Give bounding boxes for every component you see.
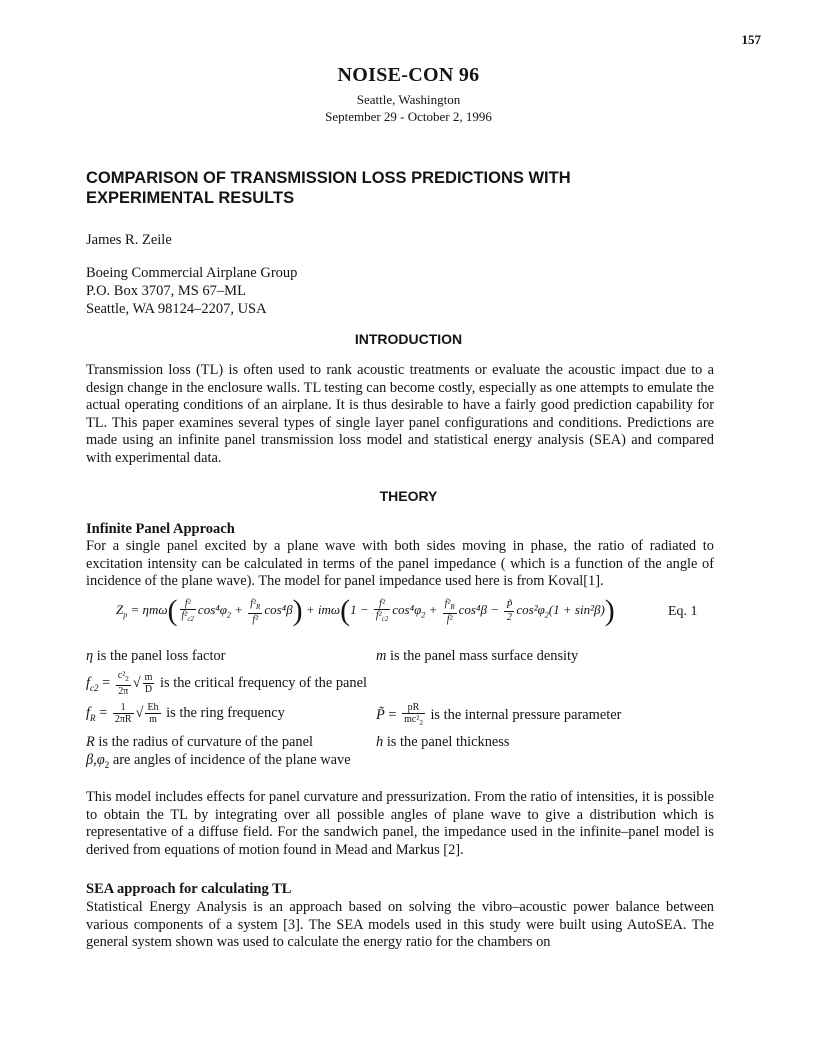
- definition-h: h is the panel thickness: [376, 734, 510, 750]
- title-line-1: COMPARISON OF TRANSMISSION LOSS PREDICTIONS WITH: [86, 169, 571, 187]
- conference-dates: September 29 - October 2, 1996: [325, 109, 492, 124]
- definition-R: R is the radius of curvature of the panel: [86, 734, 313, 750]
- affiliation: [86, 264, 297, 318]
- definition-m: m is the panel mass surface density: [376, 648, 579, 664]
- definition-eta: η is the panel loss factor: [86, 648, 226, 664]
- conference-name: NOISE-CON 96: [337, 64, 480, 86]
- introduction-paragraph: Transmission loss (TL) is often used to rank acoustic treatments or evaluate the acoustic impact due to a design change in the enclosure walls. TL testing can become costly, especially as one attempts to emulate the actual operating conditions of an airplane. It is thus desirable to have a fairly good prediction capability for TL. This paper examines several types of single layer panel configurations and conditions. Predictions are made using an infinite panel transmission loss model and statistical energy analysis (SEA) and compared with experimental data.: [86, 362, 714, 466]
- paper-title: [86, 168, 726, 208]
- introduction-heading: INTRODUCTION: [354, 331, 463, 347]
- infinite-panel-paragraph: For a single panel excited by a plane wave with both sides moving in phase, the ratio of radiated to excitation intensity can be calculated in terms of the panel impedance ( which is a function of the angle of incidence of the plane wave). The model for panel impedance used here is from Koval[1].: [86, 538, 714, 590]
- equation-formula: $Z_p = \eta m\omega$( $\frac{\text{f²}}{f^2_{c2}}$ $\cos^4\varphi_2$ + $\frac{f^2_R}{\text{f²}}$ cos⁴β) + imω(1 − $\frac{\text{f²}}{f^2_{c2}}$ $\cos^4\varphi_2$ + $\frac{f^2_R}{\text{f²}}$ cos⁴β − $\frac{P̃}{2}$ $\cos^2\varphi_2(1 + \sin^2\beta)$): [116, 594, 615, 627]
- model-effects-paragraph: This model includes effects for panel curvature and pressurization. From the ratio of intensities, it is possible to obtain the TL by integrating over all possible angles of plane wave to give a distribution which is representative of a diffuse field. For the sandwich panel, the impedance used in the infinite–panel model is derived from equations of motion found in Mead and Markus [2].: [86, 789, 714, 858]
- sea-paragraph: Statistical Energy Analysis is an approach based on solving the vibro–acoustic power balance between various components of a system [3]. The SEA models used in this study were built using AutoSEA. The general system shown was used to calculate the energy ratio for the chambers on: [86, 899, 714, 951]
- definition-angles: $\beta,\varphi_2$ are angles of incidence of the plane wave: [86, 752, 351, 770]
- definition-fc2: $f_{c2}$ = $\frac{c^2_2}{2\pi}$ √ $\frac{m}{D}$ is the critical frequency of the panel: [86, 670, 368, 697]
- author: James R. Zeile: [86, 232, 172, 248]
- definition-fR: $f_R$ = $\frac{1}{2\pi R}$ √ $\frac{Eh}{m}$ is the ring frequency: [86, 702, 285, 725]
- sea-subheading: SEA approach for calculating TL: [86, 881, 292, 897]
- infinite-panel-subheading: Infinite Panel Approach: [86, 521, 235, 537]
- title-line-2: EXPERIMENTAL RESULTS: [86, 189, 295, 207]
- affiliation-line: Seattle, WA 98124–2207, USA: [86, 301, 267, 317]
- affiliation-line: Boeing Commercial Airplane Group: [86, 265, 298, 281]
- definition-P: P̃ = $\frac{pR}{mc^2_2}$ is the internal pressure parameter: [376, 702, 622, 727]
- conference-location: Seattle, Washington: [356, 92, 461, 107]
- equation-1: [86, 592, 726, 636]
- equation-label: Eq. 1: [668, 604, 698, 619]
- page-number: 157: [741, 32, 761, 47]
- affiliation-line: P.O. Box 3707, MS 67–ML: [86, 283, 246, 299]
- theory-heading: THEORY: [379, 488, 438, 504]
